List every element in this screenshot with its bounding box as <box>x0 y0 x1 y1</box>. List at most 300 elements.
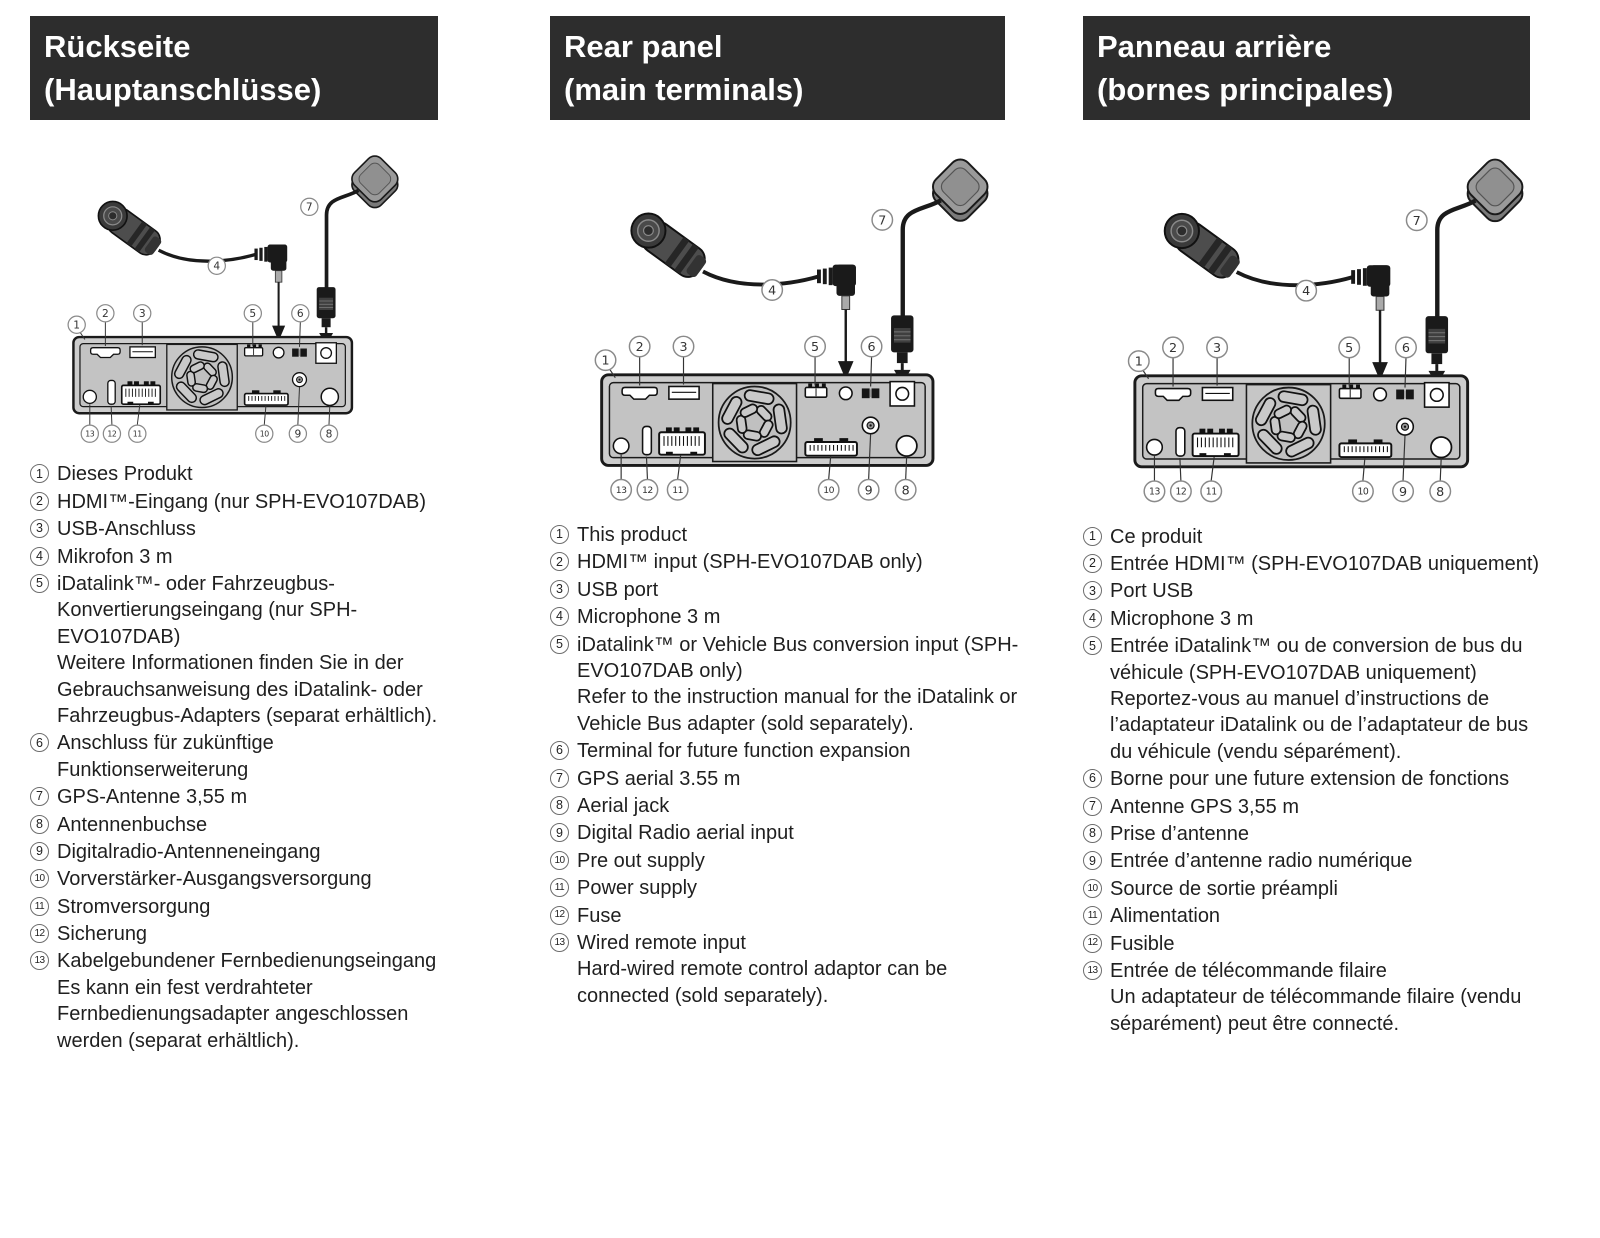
item-label: Vorverstärker-Ausgangsversorgung <box>57 868 372 891</box>
item-number-badge: 11 <box>1083 906 1102 925</box>
item-number-badge: 11 <box>550 878 569 897</box>
fan <box>167 344 237 410</box>
legend-item-8 <box>550 793 1020 819</box>
expansion-port <box>292 349 307 357</box>
svg-text:3: 3 <box>1213 340 1222 356</box>
header-german <box>30 16 438 120</box>
item-text <box>57 921 470 947</box>
fuse <box>643 426 652 454</box>
item-number-badge: 9 <box>30 842 49 861</box>
power-connector <box>1193 429 1239 456</box>
idatalink-port <box>805 384 826 398</box>
header-line-2: (bornes principales) <box>1097 72 1394 108</box>
item-label: Wired remote input <box>577 931 746 954</box>
item-number-badge: 11 <box>30 897 49 916</box>
item-text <box>57 571 470 729</box>
mic-plug <box>1351 265 1390 380</box>
item-label: Prise d’antenne <box>1110 822 1249 845</box>
svg-text:5: 5 <box>811 339 820 355</box>
legend-german <box>30 461 470 1054</box>
legend-item-13 <box>550 930 1020 1009</box>
aerial-jack <box>896 436 916 456</box>
item-text <box>577 930 1020 1009</box>
item-number-badge: 9 <box>550 823 569 842</box>
item-label: Microphone 3 m <box>1110 607 1254 630</box>
item-text <box>1110 903 1555 929</box>
item-text <box>1110 551 1555 577</box>
svg-text:4: 4 <box>213 259 221 273</box>
svg-text:11: 11 <box>1205 486 1217 498</box>
legend-item-2 <box>30 489 470 515</box>
item-label: Source de sortie préampli <box>1110 877 1338 900</box>
item-label: GPS-Antenne 3,55 m <box>57 786 248 809</box>
microphone-icon <box>631 214 710 283</box>
wired-remote-jack <box>83 390 96 403</box>
callout-4 <box>762 280 782 300</box>
svg-text:12: 12 <box>107 429 117 439</box>
item-text <box>577 577 1020 603</box>
digital-radio-jack <box>293 373 307 387</box>
callout-3 <box>673 336 693 356</box>
legend-item-5 <box>1083 633 1555 765</box>
item-label: Borne pour une future extension de fonctions <box>1110 768 1510 791</box>
callout-10 <box>256 425 273 442</box>
gps-cable <box>903 200 941 316</box>
callout-11 <box>1201 481 1222 502</box>
item-number-badge: 12 <box>550 906 569 925</box>
item-text <box>1110 633 1555 765</box>
item-text <box>1110 821 1555 847</box>
svg-text:13: 13 <box>85 429 95 439</box>
item-label: Entrée d’antenne radio numérique <box>1110 850 1413 873</box>
idatalink-port <box>245 344 263 355</box>
item-number-badge: 4 <box>1083 609 1102 628</box>
legend-item-4 <box>550 604 1020 630</box>
microphone-icon <box>1165 214 1244 283</box>
svg-text:4: 4 <box>1302 283 1311 299</box>
item-label: iDatalink™- oder Fahrzeugbus-Konvertierungseingang (nur SPH-EVO107DAB) <box>57 573 358 648</box>
item-label: Power supply <box>577 877 698 900</box>
item-label: GPS aerial 3.55 m <box>577 767 741 790</box>
item-text <box>1110 848 1555 874</box>
item-number-badge: 6 <box>30 733 49 752</box>
item-note: Reportez-vous au manuel d’instructions de l’adaptateur iDatalink ou de l’adaptateur de bus du véhicule (vendu séparément). <box>1110 688 1529 763</box>
svg-text:8: 8 <box>325 427 333 441</box>
legend-item-1 <box>1083 524 1555 550</box>
svg-text:5: 5 <box>249 307 257 321</box>
svg-text:10: 10 <box>823 485 835 497</box>
legend-item-10 <box>1083 876 1555 902</box>
item-text <box>577 549 1020 575</box>
item-number-badge: 13 <box>1083 961 1102 980</box>
expansion-port <box>1396 390 1414 400</box>
item-label: This product <box>577 524 688 547</box>
svg-text:2: 2 <box>1169 340 1178 356</box>
callout-9 <box>1393 481 1414 502</box>
item-text <box>577 604 1020 630</box>
aerial-jack <box>321 388 338 405</box>
item-text <box>1110 578 1555 604</box>
svg-text:9: 9 <box>294 427 302 441</box>
callout-10 <box>818 480 838 500</box>
svg-text:8: 8 <box>901 482 910 498</box>
item-number-badge: 5 <box>1083 636 1102 655</box>
item-label: Antennenbuchse <box>57 813 208 836</box>
legend-item-11 <box>30 894 470 920</box>
legend-item-9 <box>550 820 1020 846</box>
usb-port <box>1202 388 1232 401</box>
legend-item-6 <box>1083 766 1555 792</box>
gps-antenna-icon <box>348 152 401 211</box>
item-number-badge: 2 <box>550 552 569 571</box>
svg-text:10: 10 <box>1357 486 1369 498</box>
item-number-badge: 10 <box>30 869 49 888</box>
svg-text:7: 7 <box>305 200 313 214</box>
mic-cable <box>703 271 819 284</box>
item-number-badge: 13 <box>550 933 569 952</box>
legend-item-11 <box>1083 903 1555 929</box>
item-label: Fuse <box>577 904 622 927</box>
legend-item-5 <box>550 632 1020 738</box>
item-text <box>1110 958 1555 1037</box>
svg-text:7: 7 <box>878 212 887 228</box>
item-label: Fusible <box>1110 932 1175 955</box>
item-text <box>577 903 1020 929</box>
svg-text:3: 3 <box>138 307 146 321</box>
header-line-1: Rückseite <box>44 29 191 64</box>
item-text <box>57 948 470 1054</box>
item-number-badge: 8 <box>1083 824 1102 843</box>
item-text <box>57 784 470 810</box>
item-text <box>577 766 1020 792</box>
legend-item-6 <box>30 730 470 783</box>
item-number-badge: 10 <box>1083 879 1102 898</box>
legend-item-9 <box>30 839 470 865</box>
power-connector <box>659 427 705 454</box>
item-text <box>57 894 470 920</box>
digital-radio-jack <box>1397 418 1414 435</box>
mic-cable <box>159 250 256 261</box>
item-number-badge: 1 <box>550 525 569 544</box>
callout-2 <box>629 336 649 356</box>
legend-item-12 <box>1083 931 1555 957</box>
svg-text:2: 2 <box>101 307 109 321</box>
item-number-badge: 5 <box>30 574 49 593</box>
svg-text:1: 1 <box>601 352 610 368</box>
gps-cable <box>327 190 359 287</box>
item-number-badge: 12 <box>1083 934 1102 953</box>
rear-panel-figure <box>550 138 1008 518</box>
fan <box>1246 385 1330 463</box>
fuse <box>108 380 115 404</box>
item-label: Mikrofon 3 m <box>57 545 173 568</box>
item-label: HDMI™ input (SPH-EVO107DAB only) <box>577 551 923 574</box>
item-label: Anschluss für zukünftige Funktionserweiterung <box>57 732 274 781</box>
callout-1 <box>68 316 85 333</box>
item-number-badge: 3 <box>1083 581 1102 600</box>
svg-text:9: 9 <box>864 482 873 498</box>
item-text <box>577 793 1020 819</box>
item-label: Aerial jack <box>577 794 670 817</box>
svg-text:1: 1 <box>1134 353 1143 369</box>
item-text <box>57 489 470 515</box>
gps-port <box>890 382 914 406</box>
item-number-badge: 13 <box>30 951 49 970</box>
item-text <box>1110 766 1555 792</box>
legend-item-3 <box>1083 578 1555 604</box>
svg-text:6: 6 <box>867 339 876 355</box>
microphone-icon <box>98 201 165 259</box>
svg-text:10: 10 <box>259 429 269 439</box>
svg-text:6: 6 <box>296 307 304 321</box>
svg-text:4: 4 <box>768 282 777 298</box>
item-text <box>57 812 470 838</box>
legend-item-12 <box>550 903 1020 929</box>
item-label: Ce produit <box>1110 525 1203 548</box>
item-note: Hard-wired remote control adaptor can be connected (sold separately). <box>577 958 948 1007</box>
item-number-badge: 2 <box>1083 554 1102 573</box>
item-text <box>1110 794 1555 820</box>
callout-12 <box>637 480 657 500</box>
svg-text:7: 7 <box>1412 212 1421 228</box>
item-number-badge: 8 <box>550 796 569 815</box>
power-connector <box>122 381 160 404</box>
item-label: Antenne GPS 3,55 m <box>1110 795 1300 818</box>
item-label: USB-Anschluss <box>57 518 196 541</box>
column-english <box>550 16 1020 1055</box>
svg-text:13: 13 <box>615 485 627 497</box>
item-note: Weitere Informationen finden Sie in der Gebrauchsanweisung des iDatalink- oder Fahrzeugbus-Adapters (separat erhältlich). <box>57 652 438 727</box>
item-text <box>1110 876 1555 902</box>
legend-item-10 <box>550 848 1020 874</box>
legend-item-5 <box>30 571 470 729</box>
callout-5 <box>244 305 261 322</box>
svg-text:9: 9 <box>1398 483 1408 499</box>
item-label: Port USB <box>1110 580 1194 603</box>
callout-13 <box>611 480 631 500</box>
legend-item-8 <box>1083 821 1555 847</box>
legend-item-7 <box>30 784 470 810</box>
item-text <box>1110 524 1555 550</box>
legend-item-13 <box>1083 958 1555 1037</box>
svg-text:1: 1 <box>73 318 81 332</box>
item-number-badge: 3 <box>550 580 569 599</box>
svg-text:13: 13 <box>1149 486 1160 498</box>
callout-11 <box>667 480 687 500</box>
fuse <box>1176 428 1185 456</box>
item-label: Digitalradio-Antenneneingang <box>57 840 321 863</box>
legend-item-4 <box>30 544 470 570</box>
callout-12 <box>103 425 120 442</box>
gps-port <box>316 343 336 363</box>
callout-8 <box>1430 481 1451 502</box>
diagram-english <box>550 138 1020 518</box>
header-line-2: (main terminals) <box>564 72 804 108</box>
item-text <box>577 848 1020 874</box>
svg-text:6: 6 <box>1401 340 1411 356</box>
mic-plug <box>254 244 287 341</box>
item-number-badge: 5 <box>550 635 569 654</box>
callout-4 <box>1296 280 1317 301</box>
callout-5 <box>1339 337 1360 358</box>
callout-13 <box>1144 481 1165 502</box>
legend-item-7 <box>550 766 1020 792</box>
legend-item-1 <box>30 461 470 487</box>
legend-item-3 <box>550 577 1020 603</box>
item-label: USB port <box>577 578 659 601</box>
item-label: Dieses Produkt <box>57 463 193 486</box>
header-french <box>1083 16 1530 120</box>
item-text <box>577 522 1020 548</box>
item-number-badge: 7 <box>550 769 569 788</box>
header-line-1: Rear panel <box>564 29 723 64</box>
callout-6 <box>1396 337 1417 358</box>
callout-6 <box>861 336 881 356</box>
mic-jack <box>1374 388 1387 401</box>
item-text <box>57 730 470 783</box>
item-number-badge: 6 <box>550 741 569 760</box>
callout-2 <box>1163 337 1184 358</box>
item-label: Digital Radio aerial input <box>577 822 794 845</box>
callout-3 <box>1207 337 1228 358</box>
callout-12 <box>1171 481 1192 502</box>
gps-cable <box>1437 201 1475 317</box>
gps-antenna-icon <box>929 155 992 225</box>
item-number-badge: 4 <box>30 547 49 566</box>
idatalink-port <box>1339 385 1361 399</box>
item-label: Sicherung <box>57 923 148 946</box>
header-line-1: Panneau arrière <box>1097 29 1332 64</box>
svg-text:12: 12 <box>1175 486 1187 498</box>
legend-item-7 <box>1083 794 1555 820</box>
diagram-german <box>30 138 470 457</box>
item-number-badge: 1 <box>1083 527 1102 546</box>
item-text <box>57 544 470 570</box>
legend-french <box>1083 524 1555 1037</box>
item-number-badge: 8 <box>30 815 49 834</box>
item-number-badge: 3 <box>30 519 49 538</box>
legend-item-12 <box>30 921 470 947</box>
mic-cable <box>1237 272 1353 285</box>
rear-panel-figure <box>1083 138 1543 520</box>
callout-9 <box>858 480 878 500</box>
item-label: Terminal for future function expansion <box>577 740 911 763</box>
item-label: Alimentation <box>1110 905 1221 928</box>
callout-10 <box>1353 481 1374 502</box>
item-note: Un adaptateur de télécommande filaire (vendu séparément) peut être connecté. <box>1110 986 1522 1035</box>
item-text <box>57 866 470 892</box>
item-text <box>577 632 1020 738</box>
item-number-badge: 12 <box>30 924 49 943</box>
callout-5 <box>805 336 825 356</box>
item-number-badge: 10 <box>550 851 569 870</box>
rear-panel-figure <box>30 138 415 457</box>
item-label: Entrée iDatalink™ ou de conversion de bus du véhicule (SPH-EVO107DAB uniquement) <box>1110 635 1523 684</box>
item-label: Microphone 3 m <box>577 606 721 629</box>
legend-item-9 <box>1083 848 1555 874</box>
usb-port <box>130 347 155 358</box>
callout-13 <box>81 425 98 442</box>
item-text <box>1110 606 1555 632</box>
callout-7 <box>1406 210 1427 231</box>
item-number-badge: 2 <box>30 492 49 511</box>
legend-item-6 <box>550 738 1020 764</box>
item-label: HDMI™-Eingang (nur SPH-EVO107DAB) <box>57 490 427 513</box>
mic-jack <box>273 347 284 358</box>
callout-6 <box>292 305 309 322</box>
item-text <box>57 839 470 865</box>
aerial-jack <box>1431 437 1452 458</box>
legend-item-10 <box>30 866 470 892</box>
item-number-badge: 9 <box>1083 851 1102 870</box>
digital-radio-jack <box>862 417 879 434</box>
callout-3 <box>134 305 151 322</box>
callout-7 <box>301 198 318 215</box>
svg-text:11: 11 <box>672 485 684 497</box>
wired-remote-jack <box>1147 439 1163 455</box>
callout-4 <box>208 257 225 274</box>
item-text <box>577 738 1020 764</box>
callout-7 <box>872 210 892 230</box>
item-text <box>57 461 470 487</box>
legend-item-2 <box>1083 551 1555 577</box>
wired-remote-jack <box>613 438 629 454</box>
mic-plug <box>817 265 856 380</box>
item-text <box>57 516 470 542</box>
legend-item-4 <box>1083 606 1555 632</box>
legend-english <box>550 522 1020 1009</box>
fan <box>713 384 797 462</box>
item-number-badge: 6 <box>1083 769 1102 788</box>
item-number-badge: 1 <box>30 464 49 483</box>
legend-item-8 <box>30 812 470 838</box>
svg-text:12: 12 <box>642 485 653 497</box>
mic-jack <box>839 387 852 400</box>
item-label: iDatalink™ or Vehicle Bus conversion input (SPH-EVO107DAB only) <box>577 633 1019 682</box>
item-note: Es kann ein fest verdrahteter Fernbedienungsadapter angeschlossen werden (separat erhältlich). <box>57 976 409 1052</box>
legend-item-3 <box>30 516 470 542</box>
callout-11 <box>129 425 146 442</box>
item-label: Pre out supply <box>577 849 705 872</box>
expansion-port <box>862 388 880 398</box>
column-german <box>30 16 470 1055</box>
gps-port <box>1425 383 1449 407</box>
gps-antenna-icon <box>1463 155 1527 226</box>
item-number-badge: 7 <box>30 787 49 806</box>
legend-item-13 <box>30 948 470 1054</box>
usb-port <box>669 386 699 399</box>
callout-9 <box>289 425 306 442</box>
callout-2 <box>97 305 114 322</box>
diagram-french <box>1083 138 1555 520</box>
header-english <box>550 16 1005 120</box>
item-label: Stromversorgung <box>57 895 211 918</box>
item-text <box>577 820 1020 846</box>
callout-8 <box>895 480 915 500</box>
header-line-2: (Hauptanschlüsse) <box>44 72 322 108</box>
item-label: Entrée HDMI™ (SPH-EVO107DAB uniquement) <box>1110 553 1540 576</box>
item-number-badge: 4 <box>550 607 569 626</box>
svg-text:11: 11 <box>132 429 142 439</box>
svg-text:2: 2 <box>635 339 644 355</box>
callout-1 <box>595 350 615 370</box>
callout-1 <box>1129 351 1150 372</box>
svg-text:5: 5 <box>1345 340 1354 356</box>
item-label: Entrée de télécommande filaire <box>1110 959 1387 982</box>
item-text <box>1110 931 1555 957</box>
item-label: Kabelgebundener Fernbedienungseingang <box>57 950 437 973</box>
legend-item-2 <box>550 549 1020 575</box>
